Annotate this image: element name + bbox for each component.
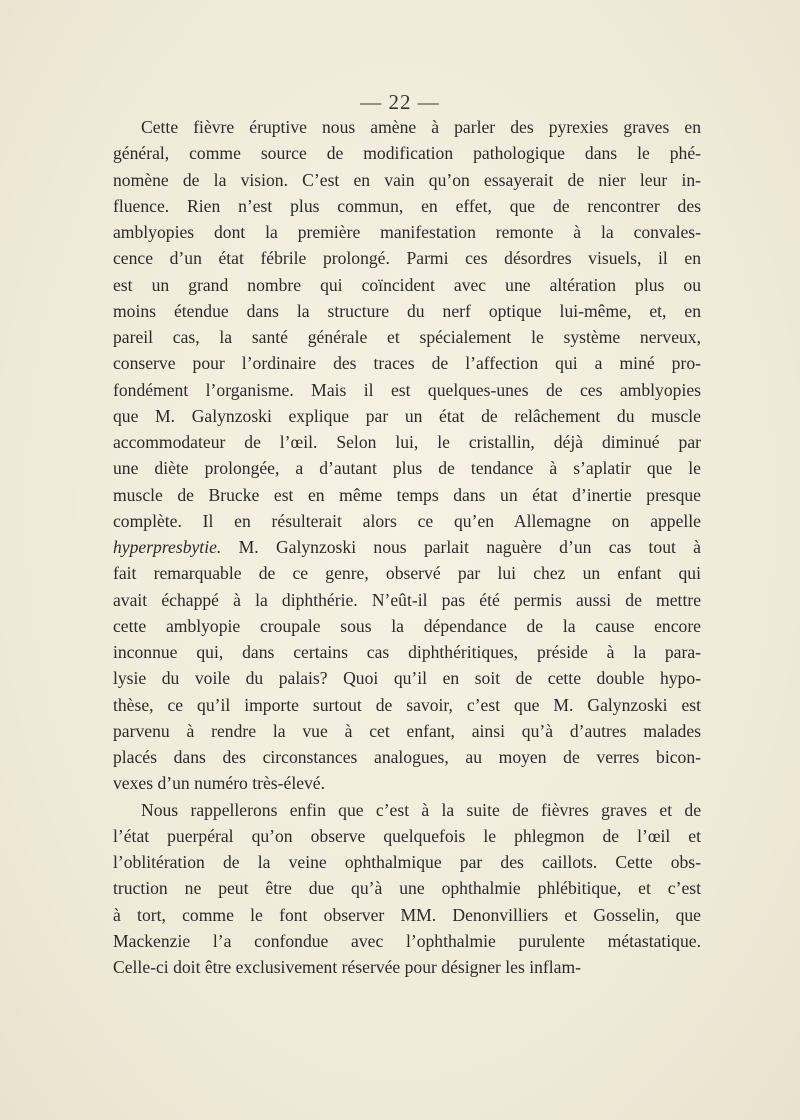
- text-line: que M. Galynzoski explique par un état de relâchement du muscle: [113, 405, 701, 426]
- text-line: thèse, ce qu’il importe surtout de savoir, c’est que M. Galynzoski est: [113, 694, 701, 715]
- text-line: hyperpresbytie. M. Galynzoski nous parlait naguère d’un cas tout à: [113, 537, 701, 557]
- text-line: nomène de la vision. C’est en vain qu’on essayerait de nier leur in-: [113, 169, 701, 190]
- text-line: avait échappé à la diphthérie. N’eût-il pas été permis aussi de mettre: [113, 589, 701, 610]
- text-line: cence d’un état fébrile prolongé. Parmi ces désordres visuels, il en: [113, 248, 701, 269]
- text-line: lysie du voile du palais? Quoi qu’il en soit de cette double hypo-: [113, 668, 701, 689]
- text-line: Nous rappellerons enfin que c’est à la suite de fièvres graves et de: [141, 799, 701, 820]
- text-line: placés dans des circonstances analogues, au moyen de verres bicon-: [113, 747, 701, 767]
- text-line: Celle-ci doit être exclusivement réservée pour désigner les inflam-: [113, 957, 582, 977]
- text-line: l’état puerpéral qu’on observe quelquefois le phlegmon de l’œil et: [113, 825, 701, 846]
- text-line: pareil cas, la santé générale et spécialement le système nerveux,: [113, 327, 701, 347]
- text-line: général, comme source de modification pathologique dans le phé-: [113, 143, 701, 164]
- text-line: moins étendue dans la structure du nerf optique lui-même, et, en: [113, 300, 701, 321]
- italic-term: hyperpresbytie.: [113, 537, 222, 557]
- text-line: inconnue qui, dans certains cas diphthéritiques, préside à la para-: [113, 642, 701, 662]
- text-line: à tort, comme le font observer MM. Denonvilliers et Gosselin, que: [113, 904, 701, 925]
- text-line: vexes d’un numéro très-élevé.: [113, 773, 326, 794]
- text-line: amblyopies dont la première manifestation remonte à la convales-: [113, 222, 701, 242]
- paragraph: [113, 797, 701, 981]
- text-line: accommodateur de l’œil. Selon lui, le cristallin, déjà diminué par: [113, 432, 701, 452]
- text-line: muscle de Brucke est en même temps dans un état d’inertie presque: [113, 484, 701, 505]
- text-line: fluence. Rien n’est plus commun, en effet, que de rencontrer des: [113, 195, 701, 216]
- text-line: une diète prolongée, a d’autant plus de tendance à s’aplatir que le: [113, 458, 701, 479]
- text-line: truction ne peut être due qu’à une ophthalmie phlébitique, et c’est: [113, 878, 701, 899]
- text-line: cette amblyopie croupale sous la dépendance de la cause encore: [113, 615, 701, 636]
- paragraph: [113, 114, 701, 797]
- text-line: fait remarquable de ce genre, observé par lui chez un enfant qui: [113, 563, 701, 584]
- text-line: l’oblitération de la veine ophthalmique par des caillots. Cette obs-: [113, 852, 701, 872]
- page-number: — 22 —: [360, 90, 440, 114]
- text-line: conserve pour l’ordinaire des traces de l’affection qui a miné pro-: [113, 353, 701, 374]
- text-line: Cette fièvre éruptive nous amène à parler des pyrexies graves en: [141, 117, 701, 137]
- text-line: est un grand nombre qui coïncident avec une altération plus ou: [113, 274, 701, 295]
- text-line: complète. Il en résulterait alors ce qu’en Allemagne on appelle: [113, 510, 701, 531]
- body-text: [113, 114, 701, 980]
- text-line: fondément l’organisme. Mais il est quelques-unes de ces amblyopies: [113, 379, 701, 400]
- text-line: Mackenzie l’a confondue avec l’ophthalmie purulente métastatique.: [113, 930, 701, 951]
- text-line: parvenu à rendre la vue à cet enfant, ainsi qu’à d’autres malades: [113, 720, 701, 741]
